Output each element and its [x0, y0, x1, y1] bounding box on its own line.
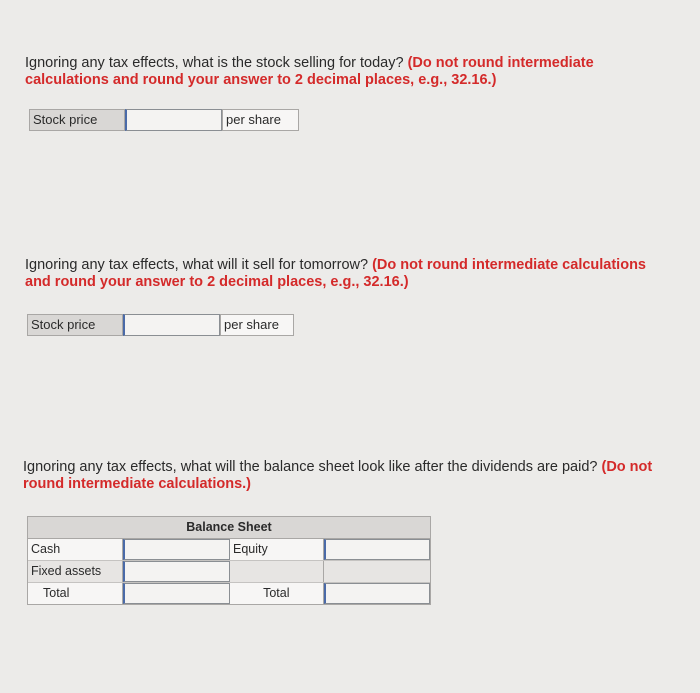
fixed-assets-label: Fixed assets — [28, 561, 123, 582]
cash-input[interactable] — [123, 539, 230, 560]
cash-label: Cash — [28, 539, 123, 560]
per-share-label: per share — [220, 314, 294, 336]
stock-price-label: Stock price — [29, 109, 125, 131]
question-2-text: Ignoring any tax effects, what will it sell for tomorrow? — [25, 257, 369, 273]
total-assets-input[interactable] — [123, 583, 230, 604]
balance-sheet-table — [27, 516, 431, 605]
question-1 — [25, 55, 665, 89]
question-3-text: Ignoring any tax effects, what will the balance sheet look like after the dividends are paid? — [23, 459, 598, 475]
stock-price-today-input[interactable] — [125, 109, 222, 131]
total-assets-label: Total — [28, 583, 123, 604]
question-1-note: (Do not round intermediate calculations and round your answer to 2 decimal places, e.g., 32.16.) — [25, 55, 594, 88]
question-3-note: (Do not round intermediate calculations.) — [23, 459, 653, 492]
stock-price-tomorrow-row — [27, 314, 294, 336]
equity-input[interactable] — [324, 539, 430, 560]
table-row — [28, 539, 430, 561]
question-2-note: (Do not round intermediate calculations and round your answer to 2 decimal places, e.g., 32.16.) — [25, 257, 646, 290]
total-equity-input[interactable] — [324, 583, 430, 604]
total-equity-label: Total — [230, 583, 324, 604]
question-1-text: Ignoring any tax effects, what is the stock selling for today? — [25, 55, 404, 71]
stock-price-today-row — [29, 109, 299, 131]
stock-price-tomorrow-input[interactable] — [123, 314, 220, 336]
question-2 — [25, 257, 665, 291]
table-row — [28, 561, 430, 583]
balance-sheet-title: Balance Sheet — [28, 517, 430, 539]
fixed-assets-input[interactable] — [123, 561, 230, 582]
table-row — [28, 583, 430, 604]
equity-label: Equity — [230, 539, 324, 560]
empty-value-cell — [324, 561, 430, 582]
empty-label-cell — [230, 561, 324, 582]
per-share-label: per share — [222, 109, 299, 131]
question-3 — [23, 459, 663, 493]
stock-price-label: Stock price — [27, 314, 123, 336]
